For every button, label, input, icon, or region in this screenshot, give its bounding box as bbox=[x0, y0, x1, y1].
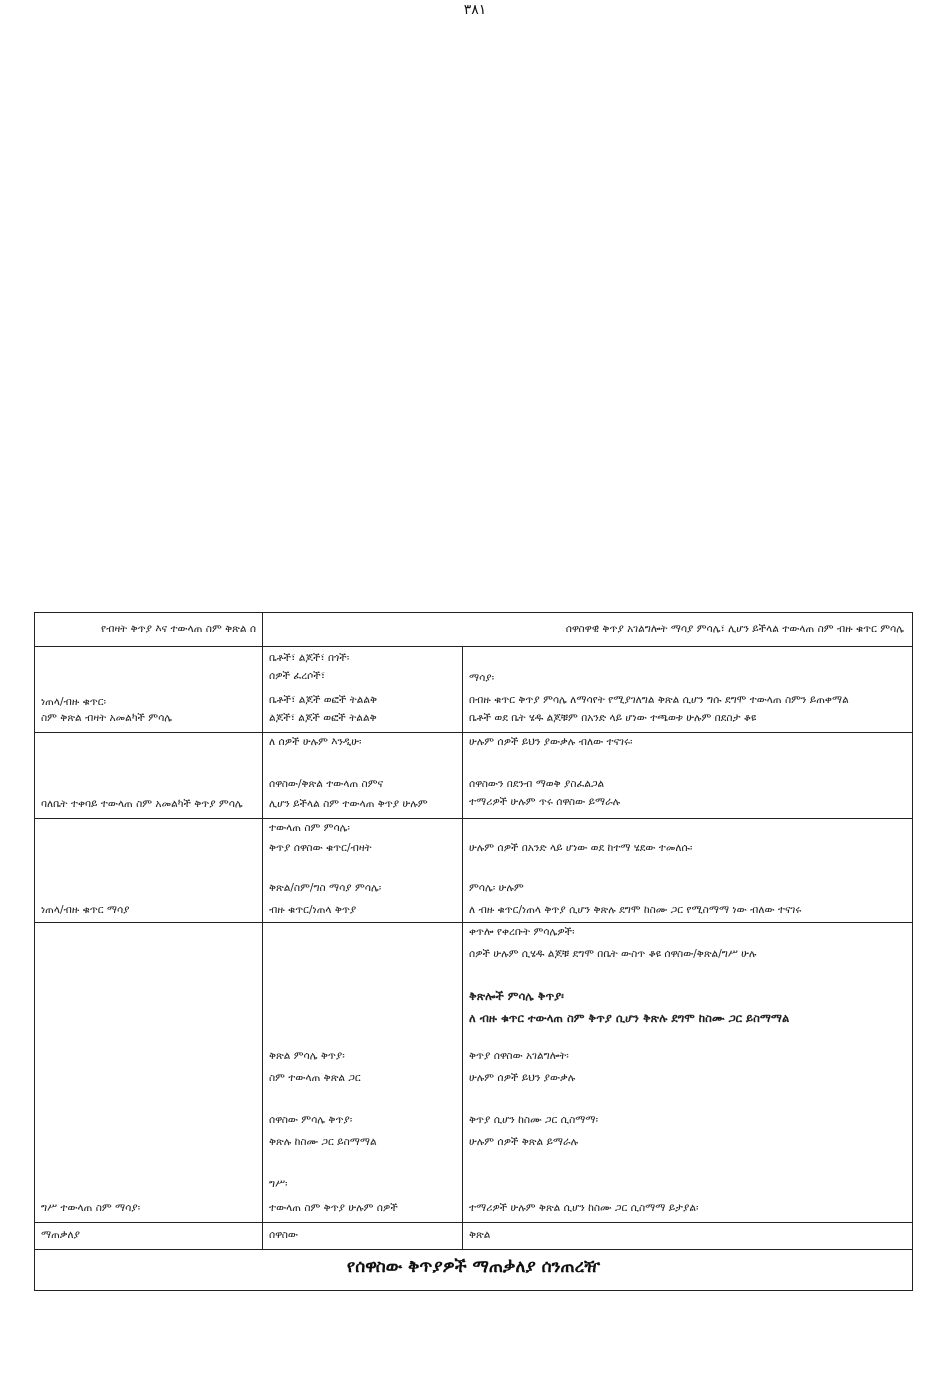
cell-text: ብዙ ቁጥር/ነጠላ ቅጥያ bbox=[269, 904, 357, 916]
cell-text: ማሳያ፡ bbox=[469, 672, 495, 684]
cell-text: ሰዋስው ምሳሌ ቅጥያ፡ bbox=[269, 1114, 353, 1126]
grammar-table bbox=[34, 612, 913, 1291]
cell-text: ቤቶች፣ ልጆች፣ በጎች፡ bbox=[269, 652, 350, 664]
table-cell bbox=[263, 819, 463, 922]
cell-text: ሰዋስው/ቅጽል ተውላጠ ስምና bbox=[269, 778, 384, 790]
cell-text: ለ ብዙ ቁጥር ተውላጠ ስም ቅጥያ ሲሆን ቅጽሉ ደግሞ ከስሙ ጋር ይስማማል bbox=[469, 1011, 790, 1025]
table-cell bbox=[263, 647, 463, 732]
table-cell bbox=[35, 1223, 263, 1249]
table-cell bbox=[35, 613, 263, 646]
cell-text: ሰዋስውን በደንብ ማወቅ ያስፈልጋል bbox=[469, 778, 605, 790]
table-row bbox=[35, 613, 912, 647]
cell-text: ቅጥያ ሲሆን ከስሙ ጋር ሲስማማ፡ bbox=[469, 1114, 598, 1126]
cell-text: ቅጽሉ ከስሙ ጋር ይስማማል bbox=[269, 1136, 377, 1148]
table-cell bbox=[463, 733, 912, 818]
cell-text: ተማሪዎች ሁሉም ጥሩ ሰዋስው ይማራሉ bbox=[469, 796, 621, 808]
table-cell bbox=[263, 1223, 463, 1249]
cell-text: ስም ቅጽል ብዛት አመልካች ምሳሌ bbox=[41, 712, 173, 724]
cell-text: የብዛት ቅጥያ እና ተውላጠ ስም ቅጽል ሰ bbox=[101, 623, 256, 635]
cell-text: ማጠቃለያ bbox=[41, 1229, 81, 1241]
cell-text: ተውላጠ ስም ምሳሌ፡ bbox=[269, 822, 350, 834]
cell-text: ቅጥያ ሰዋስው አገልግሎት፡ bbox=[469, 1050, 569, 1062]
cell-text: ቅጽል bbox=[469, 1229, 491, 1241]
cell-text: ግሥ ተውላጠ ስም ማሳያ፡ bbox=[41, 1202, 141, 1214]
cell-text: ቀጥሎ የቀረቡት ምሳሌዎች፡ bbox=[469, 926, 575, 938]
cell-text: ቤቶች ወደ ቤት ሄዱ ልጆቹም በአንድ ላይ ሆነው ተጫወቱ ሁሉም በደስታ ቆዩ bbox=[469, 712, 757, 724]
table-caption: የሰዋስው ቅጥያዎች ማጠቃለያ ሰንጠረዥ bbox=[346, 1257, 601, 1277]
table-cell bbox=[35, 819, 263, 922]
cell-text: ቅጽሎች ምሳሌ ቅጥያ፡ bbox=[469, 989, 564, 1003]
table-cell bbox=[263, 613, 912, 646]
table-cell bbox=[463, 647, 912, 732]
table-row bbox=[35, 733, 912, 819]
cell-text: ሰዋስዋዊ ቅጥያ አገልግሎት ማሳያ ምሳሌ፣ ሊሆን ይችላል ተውላጠ ስም ብዙ ቁጥር ምሳሌ bbox=[565, 623, 904, 635]
cell-text: ሰዎች ሁሉም ሲሄዱ ልጆቹ ደግሞ በቤት ውስጥ ቆዩ ሰዋስው/ቅጽል/ግሥ ሁሉ bbox=[469, 948, 757, 960]
table-cell bbox=[463, 1223, 912, 1249]
table-cell bbox=[263, 923, 463, 1222]
cell-text: ሁሉም ሰዎች በአንድ ላይ ሆነው ወደ ከተማ ሄደው ተመለሱ፡ bbox=[469, 842, 693, 854]
cell-text: ቅጥያ ሰዋስው ቁጥር/ብዛት bbox=[269, 842, 372, 854]
cell-text: ሰዋስው bbox=[269, 1229, 298, 1241]
cell-text: ምሳሌ፡ ሁሉም bbox=[469, 882, 524, 894]
table-cell bbox=[463, 923, 912, 1222]
cell-text: ስም ተውላጠ ቅጽል ጋር bbox=[269, 1072, 361, 1084]
table-row bbox=[35, 819, 912, 923]
cell-text: ነጠላ/ብዙ ቁጥር፡ bbox=[41, 696, 107, 708]
table-cell bbox=[35, 733, 263, 818]
table-row bbox=[35, 923, 912, 1223]
cell-text: ለ ብዙ ቁጥር/ነጠላ ቅጥያ ሲሆን ቅጽሉ ደግሞ ከስሙ ጋር የሚስማማ ነው ብለው ተናገሩ bbox=[469, 904, 802, 916]
table-cell bbox=[463, 819, 912, 922]
page-number: ٣٨١ bbox=[463, 2, 487, 18]
cell-text: ሁሉም ሰዎች ይህን ያውቃሉ bbox=[469, 1072, 576, 1084]
cell-text: ሁሉም ሰዎች ይህን ያውቃሉ ብለው ተናገሩ፡ bbox=[469, 736, 633, 748]
cell-text: ግሥ፡ bbox=[269, 1178, 288, 1190]
cell-text: ሊሆን ይችላል ስም ተውላጠ ቅጥያ ሁሉም bbox=[269, 798, 428, 810]
cell-text: ሁሉም ሰዎች ቅጽል ይማራሉ bbox=[469, 1136, 579, 1148]
cell-text: ለ ሰዎች ሁሉም እንዲሁ፡ bbox=[269, 736, 362, 748]
cell-text: ሰዎች ፈረሶች፣ bbox=[269, 670, 326, 682]
table-cell bbox=[35, 923, 263, 1222]
table-cell bbox=[35, 647, 263, 732]
table-row bbox=[35, 647, 912, 733]
cell-text: ቅጽል/ስም/ግስ ማሳያ ምሳሌ፡ bbox=[269, 882, 382, 894]
cell-text: በብዙ ቁጥር ቅጥያ ምሳሌ ለማሳየት የሚያገለግል ቅጽል ሲሆን ግሱ ደግሞ ተውላጠ ስምን ይጠቀማል bbox=[469, 694, 849, 706]
table-row bbox=[35, 1223, 912, 1250]
cell-text: ባለቤት ተቀባይ ተውላጠ ስም አመልካች ቅጥያ ምሳሌ bbox=[41, 798, 243, 810]
table-cell bbox=[263, 733, 463, 818]
cell-text: ቤቶች፣ ልጆች ወፎች ትልልቅ bbox=[269, 694, 378, 706]
cell-text: ተማሪዎች ሁሉም ቅጽል ሲሆን ከስሙ ጋር ሲስማማ ይታያል፡ bbox=[469, 1202, 699, 1214]
cell-text: ተውላጠ ስም ቅጥያ ሁሉም ሰዎች bbox=[269, 1202, 398, 1214]
cell-text: ነጠላ/ብዙ ቁጥር ማሳያ bbox=[41, 904, 130, 916]
cell-text: ቅጽል ምሳሌ ቅጥያ፡ bbox=[269, 1050, 345, 1062]
cell-text: ልጆች፣ ልጆች ወፎች ትልልቅ bbox=[269, 712, 377, 724]
